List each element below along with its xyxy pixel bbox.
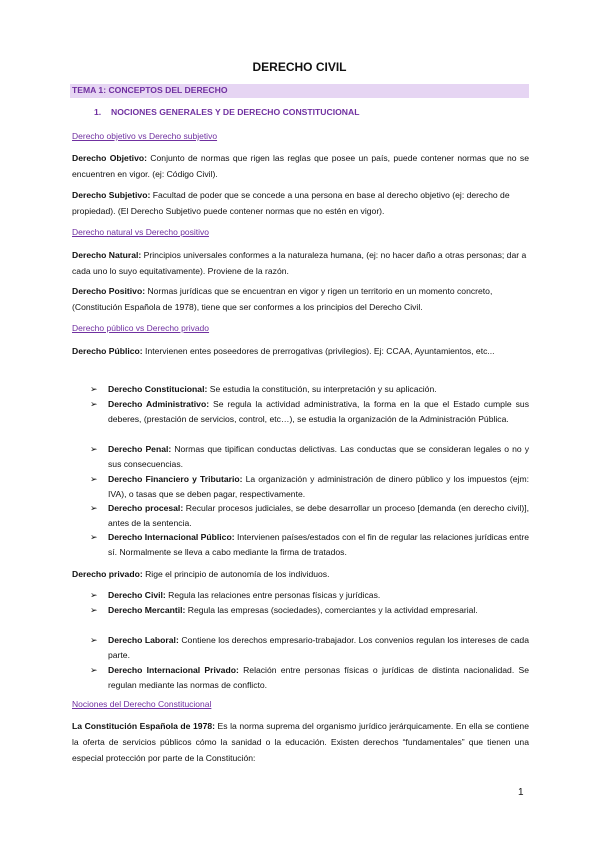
arrow-bullet-icon: ➢ (90, 665, 98, 675)
list-item-privado (108, 663, 529, 693)
definition: Recular procesos judiciales, se debe desarrollar un proceso [demanda (en derecho civil)], antes de la sentencia. (108, 503, 529, 528)
term: Derecho Público: (72, 346, 143, 356)
paragraph-derecho-positivo (72, 283, 529, 315)
topic-heading: TEMA 1: CONCEPTOS DEL DERECHO (72, 85, 228, 95)
list-item-publico (108, 501, 529, 531)
definition: Intervienen países/estados con el fin de regular las relaciones jurídicas entre sí. Normalmente se lleva a cabo mediante la firma de tratados. (108, 532, 530, 557)
document-title: DERECHO CIVIL (252, 60, 347, 74)
list-item-publico (108, 442, 529, 472)
term: Derecho Financiero y Tributario: (108, 474, 243, 484)
definition: Facultad de poder que se concede a una persona en base al derecho objetivo (ej: derecho de propiedad). (El Derecho Subjetivo puede contener normas que no estén en vigor). (72, 190, 510, 216)
subheading-objetivo-subjetivo: Derecho objetivo vs Derecho subjetivo (72, 131, 218, 141)
term: Derecho Natural: (72, 250, 142, 260)
term: Derecho Laboral: (108, 635, 179, 645)
arrow-bullet-icon: ➢ (90, 635, 98, 645)
paragraph-derecho-publico (72, 343, 529, 359)
definition: La organización y administración de dinero público y los impuestos (ejm: IVA), o tasas que se deben pagar, respectivamente. (108, 474, 529, 499)
paragraph-derecho-objetivo (72, 150, 529, 182)
section-label: NOCIONES GENERALES Y DE DERECHO CONSTITUCIONAL (111, 107, 360, 117)
list-item-publico (108, 530, 529, 560)
term: Derecho procesal: (108, 503, 184, 513)
definition: Es la norma suprema del organismo jurídico jerárquicamente. En ella se contiene la oferta de servicios públicos cómo la sanidad o la educación. Existen derechos “fundamentales” que tienen una especial protección por parte de la Constitución: (72, 721, 529, 763)
subheading-derecho-constitucional: Nociones del Derecho Constitucional (72, 699, 212, 709)
arrow-bullet-icon: ➢ (90, 384, 98, 394)
list-item-publico (108, 382, 529, 397)
paragraph-derecho-subjetivo (72, 187, 529, 219)
definition: Se estudia la constitución, su interpretación y su aplicación. (207, 384, 437, 394)
definition: Rige el principio de autonomía de los individuos. (142, 569, 330, 579)
list-item-privado (108, 588, 529, 603)
list-item-privado (108, 633, 529, 663)
list-item-privado (108, 603, 529, 618)
definition: Intervienen entes poseedores de prerrogativas (privilegios). Ej: CCAA, Ayuntamientos, etc... (142, 346, 495, 356)
definition: Se regula la actividad administrativa, la forma en la que el Estado cumple sus deberes, (prestación de servicios, control, etc…), se estudia la organización de la Administración Pública. (108, 399, 529, 424)
subheading-publico-privado: Derecho público vs Derecho privado (72, 323, 210, 333)
term: Derecho Internacional Privado: (108, 665, 239, 675)
paragraph-derecho-privado (72, 566, 529, 582)
paragraph-derecho-natural (72, 247, 529, 279)
arrow-bullet-icon: ➢ (90, 532, 98, 542)
list-item-publico (108, 472, 529, 502)
definition: Normas que tipifican conductas delictivas. Las conductas que se consideran legales o no y sus consecuencias. (108, 444, 529, 469)
definition: Regula las relaciones entre personas físicas y jurídicas. (165, 590, 381, 600)
arrow-bullet-icon: ➢ (90, 444, 98, 454)
term: Derecho Administrativo: (108, 399, 210, 409)
page-number: 1 (518, 787, 524, 798)
definition: Contiene los derechos empresario-trabajador. Los convenios regulan los intereses de cada parte. (108, 635, 529, 660)
term: Derecho privado: (72, 569, 143, 579)
definition: Conjunto de normas que rigen las reglas que posee un país, puede contener normas que no se encuentren en vigor. (ej: Código Civil). (72, 153, 529, 179)
term: Derecho Internacional Público: (108, 532, 235, 542)
section-heading (94, 107, 359, 117)
paragraph-constitucion (72, 718, 529, 766)
definition: Relación entre personas físicas o jurídicas de distinta nacionalidad. Se regulan mediante las normas de conflicto. (108, 665, 530, 690)
definition: Normas jurídicas que se encuentran en vigor y rigen un territorio en un momento concreto, (Constitución Española de 1978), tiene que ser conformes a los principios del Derecho Civil. (72, 286, 493, 312)
arrow-bullet-icon: ➢ (90, 474, 98, 484)
term: Derecho Objetivo: (72, 153, 147, 163)
subheading-natural-positivo: Derecho natural vs Derecho positivo (72, 227, 210, 237)
term: Derecho Penal: (108, 444, 172, 454)
arrow-bullet-icon: ➢ (90, 605, 98, 615)
section-number: 1. (94, 107, 102, 117)
definition: Regula las empresas (sociedades), comerciantes y la actividad empresarial. (185, 605, 478, 615)
definition: Principios universales conformes a la naturaleza humana, (ej: no hacer daño a otras personas; dar a cada uno lo suyo equitativamente). Proviene de la razón. (72, 250, 527, 276)
term: Derecho Positivo: (72, 286, 146, 296)
term: Derecho Subjetivo: (72, 190, 151, 200)
term: Derecho Mercantil: (108, 605, 186, 615)
arrow-bullet-icon: ➢ (90, 503, 98, 513)
term: La Constitución Española de 1978: (72, 721, 215, 731)
arrow-bullet-icon: ➢ (90, 590, 98, 600)
term: Derecho Civil: (108, 590, 166, 600)
term: Derecho Constitucional: (108, 384, 208, 394)
list-item-publico (108, 397, 529, 427)
arrow-bullet-icon: ➢ (90, 399, 98, 409)
